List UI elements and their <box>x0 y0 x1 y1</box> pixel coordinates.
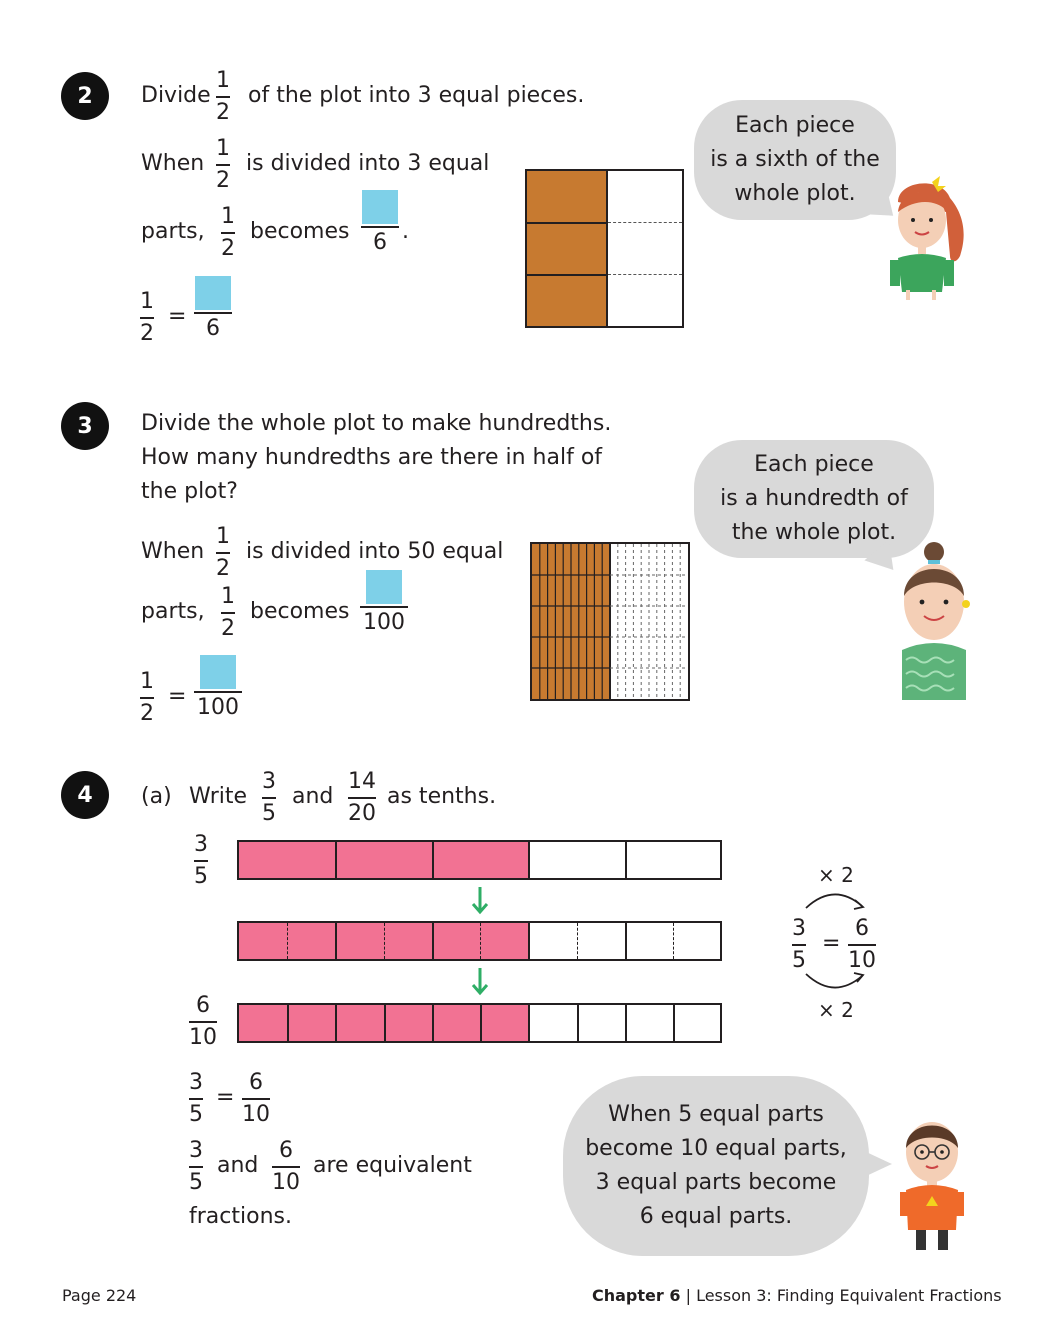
question-number-4: 4 <box>61 771 109 819</box>
q3-line2-text-b: is divided into 50 equal <box>246 539 504 564</box>
q4-split-dash-2 <box>384 923 385 959</box>
q4-frac-fourteen-twentieths: 14 20 <box>348 769 376 826</box>
q4-tenths-divider-5 <box>480 1005 482 1041</box>
q2-plot-solid-line-2 <box>527 274 606 276</box>
q4-and-text: and <box>292 784 334 809</box>
q4-fifths-divider-3 <box>528 842 530 878</box>
side-eq-sign: = <box>822 931 841 956</box>
q2-eq-right-fraction: 6 <box>194 276 232 342</box>
q4-fifths-divider-2 <box>432 842 434 878</box>
q3-line3-fraction: 1 2 <box>221 584 235 641</box>
girl-character-icon <box>880 172 970 300</box>
q3-eq-left-fraction: 1 2 <box>140 669 154 726</box>
q4-split-dash-3 <box>480 923 481 959</box>
down-arrow-icon <box>470 885 490 915</box>
q4-fifths-shaded <box>239 842 529 878</box>
question-number-3: 3 <box>61 402 109 450</box>
q2-eq-left-fraction: 1 2 <box>140 289 154 346</box>
side-times-two-top: × 2 <box>818 863 854 887</box>
q4-split-divider-3 <box>528 923 530 959</box>
q3-answer-blank[interactable] <box>366 570 402 604</box>
q2-line2-text-b: is divided into 3 equal <box>246 151 490 176</box>
q3-speech-bubble: Each piece is a hundredth of the whole plot. <box>694 440 934 558</box>
q4-result-left-fraction: 3 5 <box>189 1070 203 1127</box>
q3-eq-right-fraction: 100 <box>194 655 242 721</box>
curved-arrow-top-icon <box>800 886 870 912</box>
q2-line2-text-a: When <box>141 151 205 176</box>
curved-arrow-bottom-icon <box>800 970 870 996</box>
q3-eq-blank[interactable] <box>200 655 236 689</box>
q3-eq-sign: = <box>168 684 187 709</box>
q4-tenths-divider-9 <box>673 1005 675 1041</box>
q4-bar1-label: 3 5 <box>194 832 208 889</box>
q2-line1-fraction: 1 2 <box>216 68 230 125</box>
q2-line1-text-a: Divide <box>141 83 211 108</box>
q3-line3-text-a: parts, <box>141 599 205 624</box>
q4-as-tenths-text: as tenths. <box>387 784 497 809</box>
side-left-fraction: 3 5 <box>792 916 806 973</box>
q2-eq-sign: = <box>168 304 187 329</box>
q4-split-dash-1 <box>287 923 288 959</box>
q4-tenths-divider-6 <box>528 1005 530 1041</box>
q4-tenths-divider-8 <box>625 1005 627 1041</box>
girl-with-bun-character-icon <box>896 540 972 700</box>
footer-page-number: Page 224 <box>62 1286 137 1305</box>
q2-line3-period: . <box>402 219 409 244</box>
q2-plot-diagram <box>525 169 684 328</box>
q2-line3-text-b: becomes <box>250 219 350 244</box>
q3-para-line-1: Divide the whole plot to make hundredths. <box>141 411 612 436</box>
q4-equiv-text-2: fractions. <box>189 1204 292 1229</box>
q4-result-eq-sign: = <box>216 1085 235 1110</box>
q4-frac-three-fifths: 3 5 <box>262 769 276 826</box>
q2-speech-bubble: Each piece is a sixth of the whole plot. <box>694 100 896 220</box>
q4-equiv-and-text: and <box>217 1153 259 1178</box>
q4-part-label: (a) <box>141 784 172 809</box>
q4-tenths-bar <box>237 1003 722 1043</box>
q4-fifths-divider-1 <box>335 842 337 878</box>
q4-tenths-divider-1 <box>287 1005 289 1041</box>
q4-tenths-divider-4 <box>432 1005 434 1041</box>
q2-plot-dashed-line-1 <box>608 222 682 223</box>
q2-answer-blank[interactable] <box>362 190 398 224</box>
q4-bubble-tail <box>862 1150 892 1178</box>
q2-plot-midline <box>606 171 608 326</box>
q2-plot-solid-line-1 <box>527 222 606 224</box>
q3-hundredths-grid <box>530 542 690 701</box>
q4-write-text: Write <box>189 784 248 809</box>
q4-bar3-label: 6 10 <box>189 993 217 1050</box>
side-times-two-bottom: × 2 <box>818 998 854 1022</box>
q2-line3-fraction: 1 2 <box>221 204 235 261</box>
q3-line2-fraction: 1 2 <box>216 524 230 581</box>
q4-equiv-right-fraction: 6 10 <box>272 1138 300 1195</box>
q2-plot-dashed-line-2 <box>608 274 682 275</box>
footer-lesson-title: Lesson 3: Finding Equivalent Fractions <box>696 1286 1002 1305</box>
q4-speech-bubble: When 5 equal parts become 10 equal parts, 3 equal parts become 6 equal parts. <box>563 1076 869 1256</box>
q4-split-divider-4 <box>625 923 627 959</box>
q4-tenths-divider-2 <box>335 1005 337 1041</box>
q2-answer-fraction: 6 <box>361 190 399 256</box>
q2-line1-text-b: of the plot into 3 equal pieces. <box>248 83 585 108</box>
q4-split-dash-5 <box>673 923 674 959</box>
q3-para-line-3: the plot? <box>141 479 238 504</box>
q4-split-divider-2 <box>432 923 434 959</box>
q4-equiv-left-fraction: 3 5 <box>189 1138 203 1195</box>
question-number-2: 2 <box>61 72 109 120</box>
q4-fifths-divider-4 <box>625 842 627 878</box>
q2-plot-shaded-half <box>527 171 606 326</box>
q4-equiv-text: are equivalent <box>313 1153 472 1178</box>
q3-line2-text-a: When <box>141 539 205 564</box>
q3-answer-fraction: 100 <box>360 570 408 636</box>
q2-eq-blank[interactable] <box>195 276 231 310</box>
down-arrow-icon <box>470 966 490 996</box>
boy-with-glasses-character-icon <box>896 1114 968 1250</box>
footer-chapter <box>592 1286 1002 1306</box>
q4-result-right-fraction: 6 10 <box>242 1070 270 1127</box>
q4-split-bar <box>237 921 722 961</box>
q4-fifths-bar <box>237 840 722 880</box>
q2-line2-fraction: 1 2 <box>216 136 230 193</box>
q3-para-line-2: How many hundredths are there in half of <box>141 445 603 470</box>
footer-separator: | <box>685 1286 691 1305</box>
footer-chapter-label: Chapter 6 <box>592 1286 681 1305</box>
q4-tenths-divider-3 <box>384 1005 386 1041</box>
q4-tenths-divider-7 <box>577 1005 579 1041</box>
q2-line3-text-a: parts, <box>141 219 205 244</box>
q4-split-divider-1 <box>335 923 337 959</box>
side-right-fraction: 6 10 <box>848 916 876 973</box>
q3-line3-text-b: becomes <box>250 599 350 624</box>
q4-split-dash-4 <box>577 923 578 959</box>
